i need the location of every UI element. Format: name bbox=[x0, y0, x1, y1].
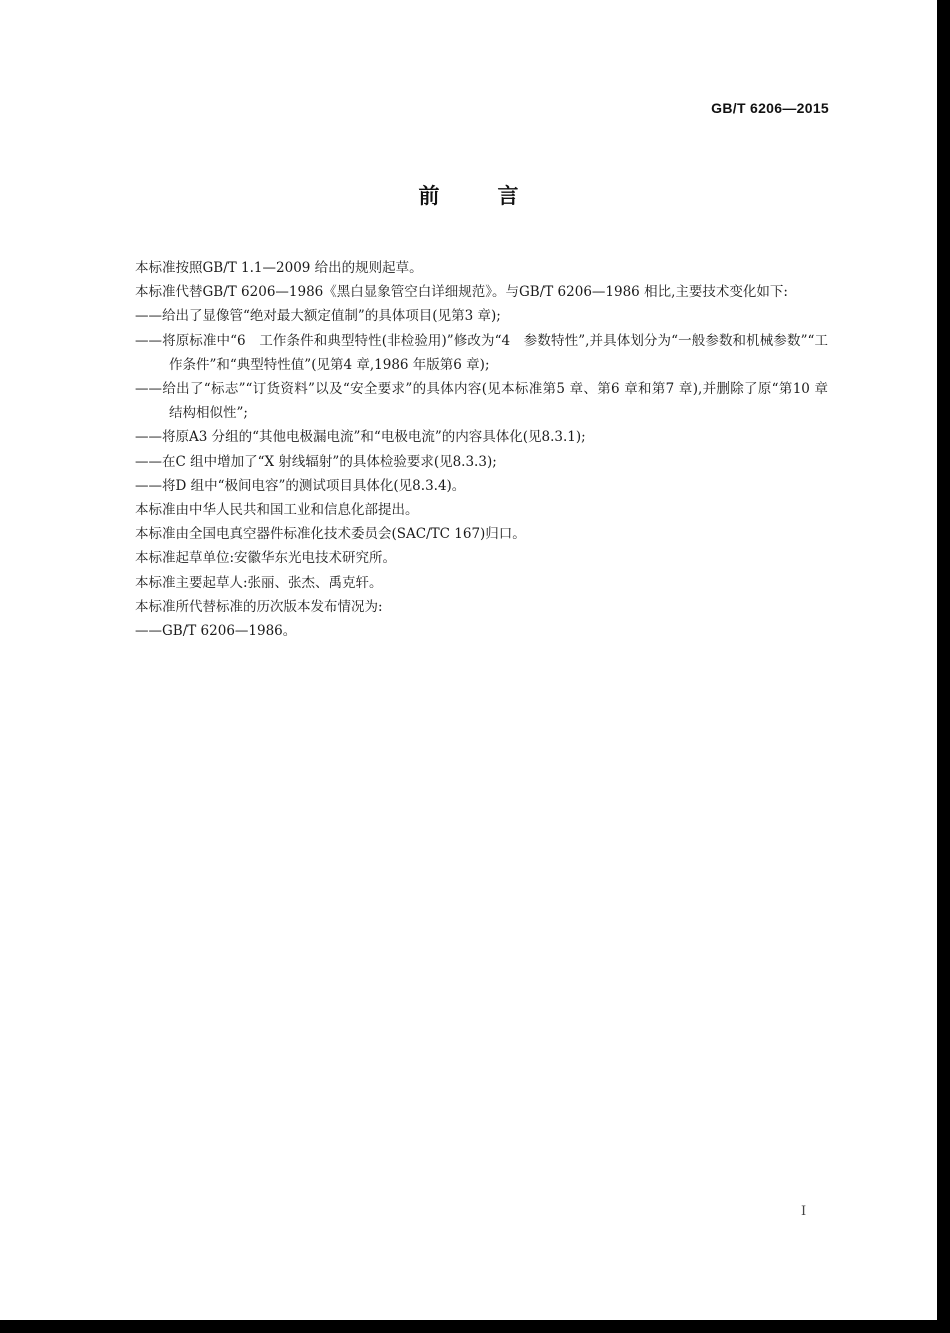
change-item: ——给出了显像管“绝对最大额定值制”的具体项目(见第3 章); bbox=[135, 308, 501, 325]
change-item: ——将原标准中“6 工作条件和典型特性(非检验用)”修改为“4 参数特性”,并具体划分为“一般参数和机械参数”“工作条件”和“典型特性值”(见第4 章,1986 年版第6 章); bbox=[135, 332, 828, 373]
change-item: ——在C 组中增加了“X 射线辐射”的具体检验要求(见8.3.3); bbox=[135, 453, 497, 470]
change-item: ——将原A3 分组的“其他电极漏电流”和“电极电流”的内容具体化(见8.3.1); bbox=[135, 429, 586, 446]
paragraph-drafting-rules: 本标准按照GB/T 1.1—2009 给出的规则起草。 bbox=[135, 260, 423, 276]
change-item: ——给出了“标志”“订货资料”以及“安全要求”的具体内容(见本标准第5 章、第6 章和第7 章),并删除了原“第10 章 结构相似性”; bbox=[135, 381, 828, 422]
paragraph-committee: 本标准由全国电真空器件标准化技术委员会(SAC/TC 167)归口。 bbox=[135, 526, 526, 543]
page-title: 前言 bbox=[418, 184, 577, 208]
history-item: ——GB/T 6206—1986。 bbox=[135, 623, 297, 640]
paragraph-drafters: 本标准主要起草人:张丽、张杰、禹克轩。 bbox=[135, 574, 383, 591]
foreword-body bbox=[108, 256, 828, 643]
paragraph-history-intro: 本标准所代替标准的历次版本发布情况为: bbox=[135, 598, 383, 615]
standard-code: GB/T 6206—2015 bbox=[711, 100, 829, 116]
paragraph-replacement: 本标准代替GB/T 6206—1986《黑白显象管空白详细规范》。与GB/T 6206—1986 相比,主要技术变化如下: bbox=[135, 284, 788, 301]
paragraph-proposer: 本标准由中华人民共和国工业和信息化部提出。 bbox=[135, 502, 419, 519]
paragraph-drafting-unit: 本标准起草单位:安徽华东光电技术研究所。 bbox=[135, 550, 397, 567]
change-item: ——将D 组中“极间电容”的测试项目具体化(见8.3.4)。 bbox=[135, 477, 466, 494]
page-number: I bbox=[801, 1204, 807, 1219]
